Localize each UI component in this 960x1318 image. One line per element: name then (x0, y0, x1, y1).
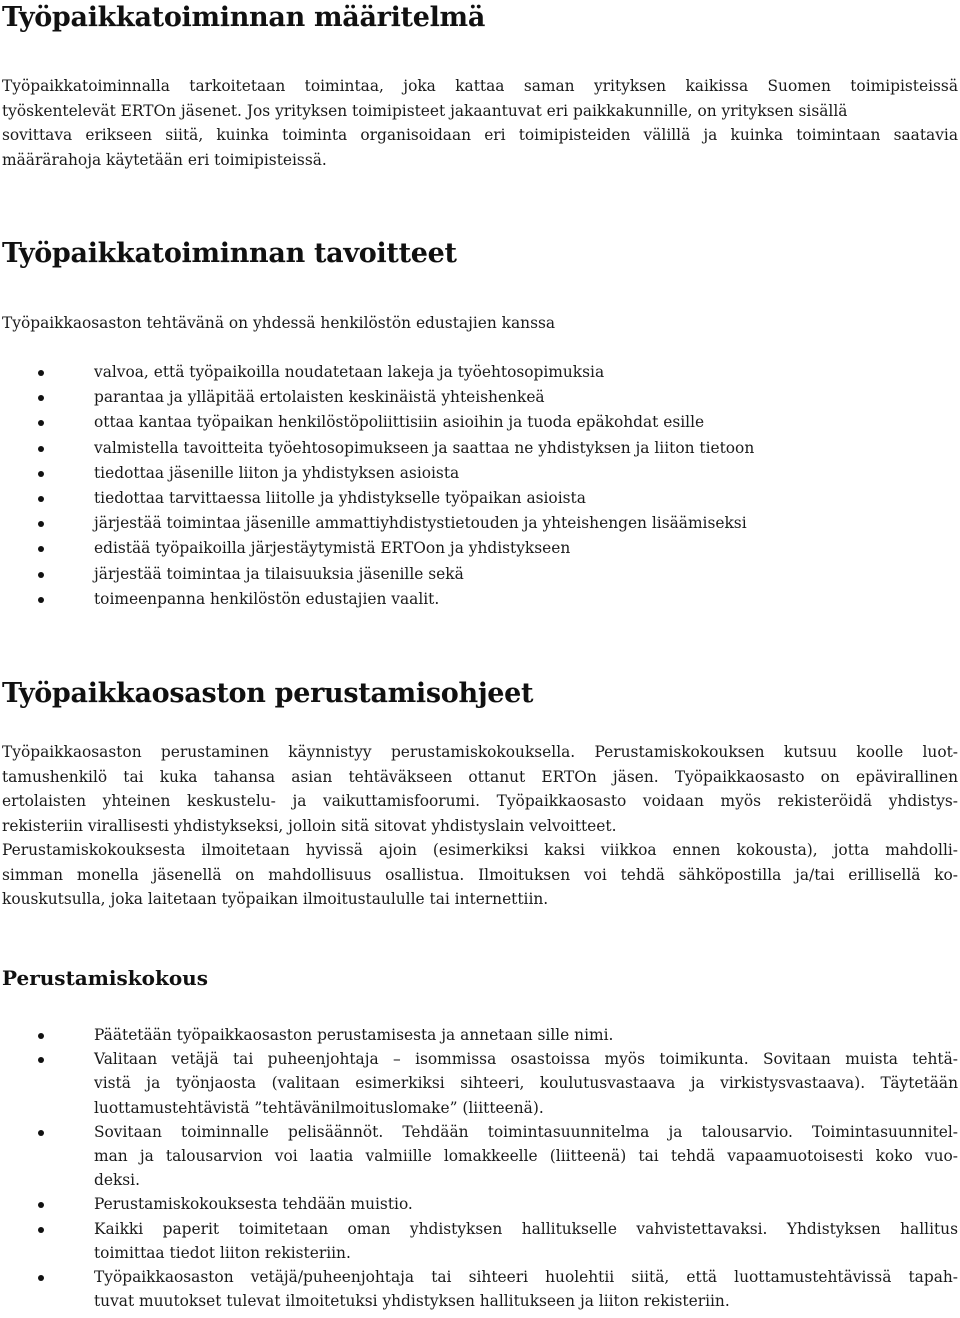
list-item (0, 1217, 958, 1265)
text-line: määrärahoja käytetään eri toimipisteissä. (2, 150, 327, 169)
list-item-text: edistää työpaikoilla järjestäytymistä ERTOon ja yhdistykseen (94, 539, 571, 558)
list-item (0, 587, 958, 612)
list-item (0, 410, 958, 435)
heading-definition: Työpaikkatoiminnan määritelmä (2, 2, 486, 33)
text-line: Perustamiskokouksesta ilmoitetaan hyvissä ajoin (esimerkiksi kaksi viikkoa ennen kokousta), jotta mahdolli- (2, 841, 958, 859)
text-line: Työpaikkatoiminnalla tarkoitetaan toimintaa, joka kattaa saman yrityksen kaikissa Suomen toimipisteissä (2, 77, 958, 95)
text-line: työskentelevät ERTOn jäsenet. Jos yrityksen toimipisteet jakaantuvat eri paikkakunnille, on yrityksen sisällä (2, 101, 848, 120)
list-item-text: luottamustehtävistä ”tehtävänilmoituslomake” (liitteenä). (94, 1098, 544, 1117)
bullet-icon (38, 496, 44, 502)
heading-founding: Työpaikkaosaston perustamisohjeet (2, 678, 534, 709)
text-line: Työpaikkaosaston tehtävänä on yhdessä henkilöstön edustajien kanssa (2, 314, 556, 332)
list-item-text: järjestää toimintaa jäsenille ammattiyhdistystietouden ja yhteishengen lisäämiseksi (94, 514, 747, 533)
list-item (0, 461, 958, 486)
goals-list (0, 360, 958, 612)
bullet-icon (38, 395, 44, 401)
list-item (0, 1265, 958, 1313)
meeting-list (0, 1023, 958, 1313)
list-item (0, 536, 958, 561)
text-line: rekisteriin virallisesti yhdistykseksi, jolloin sitä sitovat yhdistyslain velvoitteet. (2, 816, 617, 835)
list-item (0, 1192, 958, 1216)
text-line: ertolaisten yhteinen keskustelu- ja vaikuttamisfoorumi. Työpaikkaosasto voidaan myös rekisteröidä yhdistys- (2, 792, 958, 810)
list-item-text: vistä ja työnjaosta (valitaan esimerkiksi sihteeri, koulutusvastaava ja virkistysvastaava). Täytetään (94, 1074, 958, 1093)
list-item (0, 360, 958, 385)
heading-goals: Työpaikkatoiminnan tavoitteet (2, 238, 457, 269)
list-item-text: deksi. (94, 1171, 140, 1190)
heading-meeting: Perustamiskokous (2, 966, 208, 990)
bullet-icon (38, 546, 44, 552)
list-item (0, 1047, 958, 1120)
list-item-text: tuvat muutokset tulevat ilmoitetuksi yhdistyksen hallitukseen ja liiton rekisteriin. (94, 1292, 730, 1311)
list-item (0, 1120, 958, 1193)
bullet-icon (38, 1130, 44, 1136)
list-item-text: toimeenpanna henkilöstön edustajien vaalit. (94, 589, 440, 608)
paragraph-goals-intro (2, 311, 958, 336)
text-line: sovittava erikseen siitä, kuinka toiminta organisoidaan eri toimipisteiden välillä ja kuinka toimintaan saatavia (2, 126, 958, 144)
bullet-icon (38, 1227, 44, 1233)
list-item-text: toimittaa tiedot liiton rekisteriin. (94, 1243, 351, 1262)
list-item-text: Työpaikkaosaston vetäjä/puheenjohtaja tai sihteeri huolehtii siitä, että luottamustehtävissä tapah- (94, 1268, 958, 1287)
list-item (0, 511, 958, 536)
list-item-text: tiedottaa jäsenille liiton ja yhdistyksen asioista (94, 463, 460, 482)
bullet-icon (38, 420, 44, 426)
list-item (0, 562, 958, 587)
list-item-text: Päätetään työpaikkaosaston perustamisesta ja annetaan sille nimi. (94, 1026, 614, 1044)
list-item-text: valvoa, että työpaikoilla noudatetaan lakeja ja työehtosopimuksia (94, 363, 605, 381)
bullet-icon (38, 1033, 44, 1039)
bullet-icon (38, 521, 44, 527)
bullet-icon (38, 471, 44, 477)
bullet-icon (38, 572, 44, 578)
bullet-icon (38, 1057, 44, 1063)
paragraph-founding (2, 740, 958, 912)
bullet-icon (38, 597, 44, 603)
list-item-text: järjestää toimintaa ja tilaisuuksia jäsenille sekä (94, 564, 464, 583)
bullet-icon (38, 1202, 44, 1208)
bullet-icon (38, 446, 44, 452)
list-item-text: Valitaan vetäjä tai puheenjohtaja – isommissa osastoissa myös toimikunta. Sovitaan muista tehtä- (94, 1050, 958, 1069)
text-line: simman monella jäsenellä on mahdollisuus osallistua. Ilmoituksen voi tehdä sähköpostilla ja/tai erillisellä ko- (2, 865, 958, 884)
bullet-icon (38, 1275, 44, 1281)
text-line: kouskutsulla, joka laitetaan työpaikan ilmoitustaululle tai internettiin. (2, 890, 549, 908)
list-item-text: Sovitaan toiminnalle pelisäännöt. Tehdään toimintasuunnitelma ja talousarvio. Toimintasuunnitel- (94, 1122, 958, 1141)
list-item-text: man ja talousarvion voi laatia valmiille lomakkeelle (liitteenä) tai tehdä vapaamuotoisesti koko vuo- (94, 1147, 958, 1166)
list-item-text: tiedottaa tarvittaessa liitolle ja yhdistykselle työpaikan asioista (94, 489, 586, 508)
list-item-text: Kaikki paperit toimitetaan oman yhdistyksen hallitukselle vahvistettavaksi. Yhdistyksen hallitus (94, 1219, 958, 1238)
bullet-icon (38, 370, 44, 376)
list-item-text: Perustamiskokouksesta tehdään muistio. (94, 1195, 413, 1214)
list-item (0, 385, 958, 410)
list-item-text: parantaa ja ylläpitää ertolaisten keskinäistä yhteishenkeä (94, 388, 545, 407)
list-item-text: ottaa kantaa työpaikan henkilöstöpoliittisiin asioihin ja tuoda epäkohdat esille (94, 413, 705, 432)
list-item (0, 1023, 958, 1047)
text-line: Työpaikkaosaston perustaminen käynnistyy perustamiskokouksella. Perustamiskokouksen kutsuu koolle luot- (2, 743, 958, 761)
list-item-text: valmistella tavoitteita työehtosopimukseen ja saattaa ne yhdistyksen ja liiton tietoon (94, 438, 755, 457)
text-line: tamushenkilö tai kuka tahansa asian tehtäväkseen ottanut ERTOn jäsen. Työpaikkaosasto on epävirallinen (2, 767, 958, 786)
list-item (0, 486, 958, 511)
list-item (0, 436, 958, 461)
paragraph-definition (2, 74, 958, 172)
